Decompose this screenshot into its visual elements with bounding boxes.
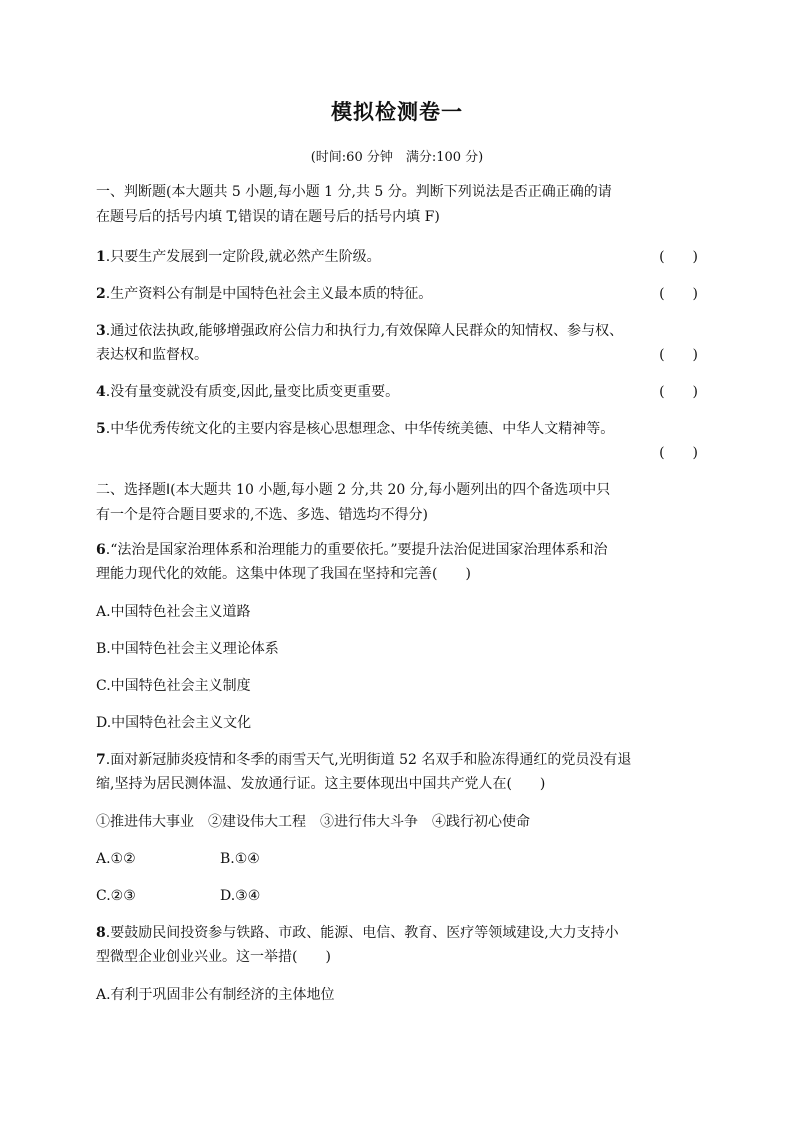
question-text: .没有量变就没有质变,因此,量变比质变更重要。 [105, 384, 400, 400]
question-number: 3 [96, 323, 106, 339]
section-2-desc-line2: 有一个是符合题目要求的,不选、多选、错选均不得分) [96, 507, 428, 523]
section-1-desc-line2: 在题号后的括号内填 T,错误的请在题号后的括号内填 F) [96, 209, 440, 225]
section-2-desc-line1: (本大题共 10 小题,每小题 2 分,共 20 分,每小题列出的四个备选项中只 [170, 482, 611, 498]
section-2-header [96, 478, 698, 528]
question-text: .中华优秀传统文化的主要内容是核心思想理念、中华传统美德、中华人文精神等。 [105, 421, 615, 437]
question-text-cont: 表达权和监督权。 [96, 347, 208, 363]
question-4 [96, 380, 698, 404]
question-7 [96, 748, 698, 796]
option-row-ab [96, 847, 698, 871]
question-text: .要鼓励民间投资参与铁路、市政、能源、电信、教育、医疗等领域建设,大力支持小 [105, 925, 619, 941]
section-2-title: 二、选择题Ⅰ [96, 482, 171, 498]
option-b[interactable]: B.①④ [220, 851, 260, 867]
question-number: 4 [96, 384, 106, 400]
question-text-cont: 理能力现代化的效能。这集中体现了我国在坚持和完善( ) [96, 566, 471, 582]
option-a[interactable]: A.①② [96, 851, 136, 867]
question-5 [96, 417, 698, 465]
option-a[interactable]: A.有利于巩固非公有制经济的主体地位 [96, 987, 335, 1003]
option-b[interactable]: B.中国特色社会主义理论体系 [96, 641, 279, 657]
page-title: 模拟检测卷一 [331, 100, 463, 124]
question-3 [96, 319, 698, 367]
question-number: 2 [96, 286, 106, 302]
option-a[interactable]: A.中国特色社会主义道路 [96, 604, 251, 620]
question-text: .“法治是国家治理体系和治理能力的重要依托。”要提升法治促进国家治理体系和治 [105, 542, 608, 558]
answer-blank[interactable]: ( ) [659, 286, 698, 302]
question-8 [96, 921, 698, 969]
answer-blank[interactable]: ( ) [659, 347, 698, 363]
question-2 [96, 282, 698, 306]
option-d[interactable]: D.中国特色社会主义文化 [96, 715, 252, 731]
question-text: .生产资料公有制是中国特色社会主义最本质的特征。 [105, 286, 433, 302]
question-text-cont: 型微型企业创业兴业。这一举措( ) [96, 949, 331, 965]
option-c[interactable]: C.②③ [96, 888, 136, 904]
answer-blank[interactable]: ( ) [659, 384, 698, 400]
question-number: 7 [96, 752, 106, 768]
question-number: 5 [96, 421, 106, 437]
option-c[interactable]: C.中国特色社会主义制度 [96, 678, 251, 694]
section-1-desc-line1: (本大题共 5 小题,每小题 1 分,共 5 分。判断下列说法是否正确正确的请 [166, 184, 612, 200]
section-1-title: 一、判断题 [96, 184, 166, 200]
question-number: 1 [96, 249, 106, 265]
question-1 [96, 245, 698, 269]
question-text: .只要生产发展到一定阶段,就必然产生阶级。 [105, 249, 381, 265]
question-text-cont: 缩,坚持为居民测体温、发放通行证。这主要体现出中国共产党人在( ) [96, 776, 546, 792]
answer-blank[interactable]: ( ) [659, 445, 698, 461]
question-number: 8 [96, 925, 106, 941]
exam-info: (时间:60 分钟 满分:100 分) [310, 150, 484, 165]
question-number: 6 [96, 542, 106, 558]
question-7-items: ①推进伟大事业 ②建设伟大工程 ③进行伟大斗争 ④践行初心使命 [96, 814, 530, 830]
question-6 [96, 538, 698, 586]
question-text: .通过依法执政,能够增强政府公信力和执行力,有效保障人民群众的知情权、参与权、 [105, 323, 624, 339]
answer-blank[interactable]: ( ) [659, 249, 698, 265]
option-row-cd [96, 884, 698, 908]
question-text: .面对新冠肺炎疫情和冬季的雨雪天气,光明街道 52 名双手和脸冻得通红的党员没有退 [105, 752, 632, 768]
option-d[interactable]: D.③④ [220, 888, 261, 904]
section-1-header [96, 180, 698, 230]
